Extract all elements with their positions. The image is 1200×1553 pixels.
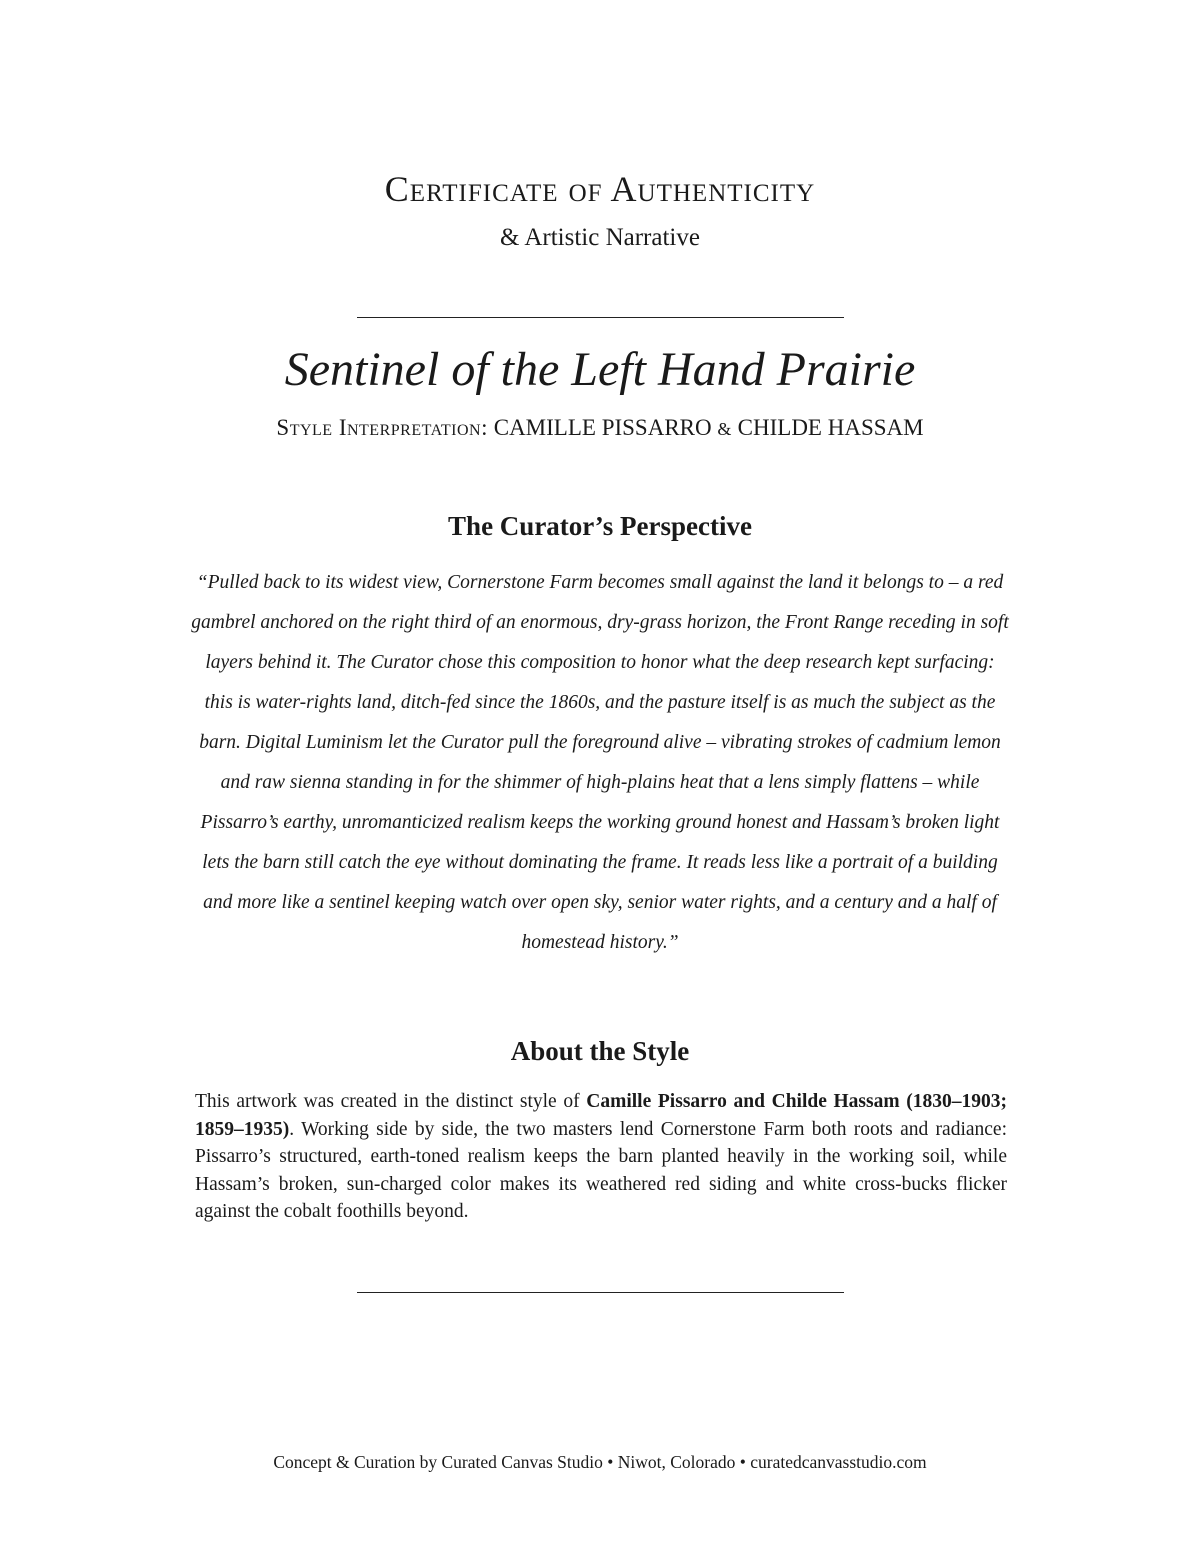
about-style-intro: This artwork was created in the distinct style of <box>195 1091 587 1112</box>
style-interpretation-label: Style Interpretation: <box>276 415 488 440</box>
curator-perspective-heading: The Curator’s Perspective <box>448 511 752 541</box>
footer-credit: Concept & Curation by Curated Canvas Studio • Niwot, Colorado • curatedcanvasstudio.com <box>273 1452 927 1472</box>
style-interpretation-line <box>0 415 1200 441</box>
style-ampersand: & <box>717 419 732 439</box>
style-artist-two: CHILDE HASSAM <box>737 415 924 440</box>
curator-perspective-text: “Pulled back to its widest view, Cornerstone Farm becomes small against the land it belongs to – a red gambrel anchored on the right third of an enormous, dry-grass horizon, the Front Range receding in soft layers behind it. The Curator chose this composition to honor what the deep research kept surfacing: this is water-rights land, ditch-fed since the 1860s, and the pasture itself is as much the subject as the barn. Digital Luminism let the Curator pull the foreground alive – vibrating strokes of cadmium lemon and raw sienna standing in for the shimmer of high-plains heat that a lens simply flattens – while Pissarro’s earthy, unromanticized realism keeps the working ground honest and Hassam’s broken light lets the barn still catch the eye without dominating the frame. It reads less like a portrait of a building and more like a sentinel keeping watch over open sky, senior water rights, and a century and a half of homestead history.” <box>191 572 1009 953</box>
about-style-heading: About the Style <box>510 1036 690 1066</box>
certificate-title: Certificate of Authenticity <box>384 169 816 209</box>
artwork-title: Sentinel of the Left Hand Prairie <box>284 343 916 396</box>
about-style-text <box>195 1088 1007 1226</box>
style-artist-one: CAMILLE PISSARRO <box>493 415 712 440</box>
certificate-subtitle: & Artistic Narrative <box>500 224 700 251</box>
about-style-artists: Camille Pissarro and Childe Hassam (1830–1903; 1859–1935) <box>195 1091 1007 1140</box>
about-style-body: . Working side by side, the two masters lend Cornerstone Farm both roots and radiance: Pissarro’s structured, earth-toned realism keeps the barn planted heavily in the working soil, while Hassam’s broken, sun-charged color makes its weathered red siding and white cross-bucks flicker against the cobalt foothills beyond. <box>195 1118 1007 1222</box>
top-divider <box>357 317 844 318</box>
bottom-divider <box>357 1292 844 1293</box>
